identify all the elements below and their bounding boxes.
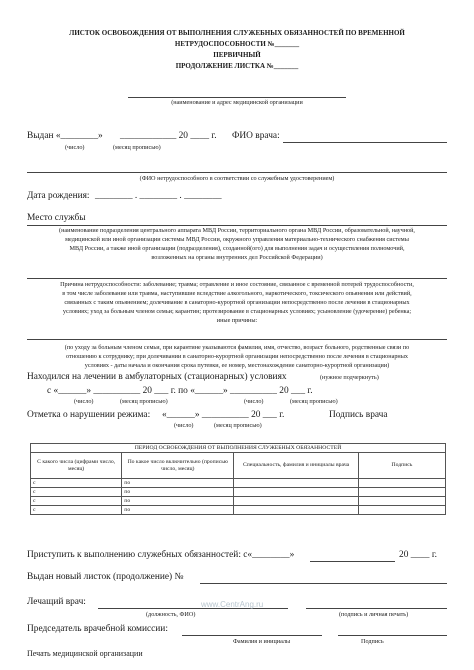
service-desc-4: возложенных на органы внутренних дел Российской Федерации) (151, 254, 323, 261)
org-name-line (128, 97, 346, 98)
resume-month-line (310, 561, 395, 562)
reason-line-1: Причина нетрудоспособности: заболевание; травма; отравление и иное состояние, связанное с временной потерей трудоспособности, (60, 281, 414, 288)
service-desc-3: МВД России, а также иной организации (подразделения), созданной(ого) для выполнения задач и осуществления полномочий, (69, 245, 405, 252)
table-row (31, 488, 446, 497)
row-sign-cell[interactable] (358, 506, 445, 515)
care-line (27, 339, 447, 340)
resume-date: 20 ____ г. (399, 550, 437, 560)
treatment-month-caption-2: (месяц прописью) (290, 398, 338, 405)
org-caption: (наименование и адрес медицинской организации (171, 99, 303, 106)
table-title: ПЕРИОД ОСВОБОЖДЕНИЯ ОТ ВЫПОЛНЕНИЯ СЛУЖЕБНЫХ ОБЯЗАННОСТЕЙ (31, 444, 446, 453)
issued-label: Выдан «________» (27, 131, 103, 141)
treatment-period[interactable]: с «______» __________ 20 ___ г. по «______» __________ 20 ___ г. (47, 386, 313, 396)
chair-name-line (182, 635, 322, 636)
treatment-month-caption-1: (месяц прописью) (120, 398, 168, 405)
treatment-hint: (нужное подчеркнуть) (320, 374, 379, 381)
row-sign-cell[interactable] (358, 497, 445, 506)
treatment-label: Находился на лечении в амбулаторных (стационарных) условиях (27, 372, 287, 382)
patient-caption: (ФИО нетрудоспособного в соответствии со служебным удостоверением) (139, 175, 335, 182)
attending-doctor-caption: (должность, ФИО) (146, 611, 196, 618)
row-to-cell[interactable]: по (122, 479, 234, 488)
table-col-from: С какого числа (цифрами число, месяц) (31, 453, 122, 479)
row-doctor-cell[interactable] (234, 497, 359, 506)
watermark: www.CentrAng.ru (201, 600, 264, 609)
violation-day-caption: (число) (174, 422, 194, 429)
violation-date[interactable]: «______» __________ 20 ___ г. (162, 410, 285, 420)
resume-label: Приступить к выполнению служебных обязанностей: с«________» (27, 550, 295, 560)
table-col-doctor: Специальность, фамилия и инициалы врача (234, 453, 359, 479)
title-line-2: НЕТРУДОСПОСОБНОСТИ №_______ (174, 40, 300, 48)
title-line-4: ПРОДОЛЖЕНИЕ ЛИСТКА №_______ (175, 62, 299, 70)
violation-label: Отметка о нарушении режима: (27, 410, 151, 420)
care-line-3: условиях - даты начала и окончания срока путевки, ее номер, местонахождение санаторно-курортной организации) (84, 362, 390, 369)
row-to-cell[interactable]: по (122, 506, 234, 515)
reason-top-line (27, 278, 447, 279)
row-sign-cell[interactable] (358, 488, 445, 497)
issued-month-caption: (месяц прописью) (113, 144, 161, 151)
stamp-label: Печать медицинской организации (27, 649, 143, 658)
violation-month-caption: (месяц прописью) (214, 422, 262, 429)
row-from-cell[interactable]: с (31, 506, 122, 515)
release-period-table (30, 443, 446, 515)
row-doctor-cell[interactable] (234, 488, 359, 497)
dob-field[interactable]: ________ . ________ . ________ (95, 191, 222, 201)
treatment-day-caption-1: (число) (74, 398, 94, 405)
table-row (31, 497, 446, 506)
table-col-sign: Подпись (358, 453, 445, 479)
row-from-cell[interactable]: с (31, 497, 122, 506)
reason-line-5: иные причины: (216, 317, 258, 324)
doctor-name-label: ФИО врача: (232, 131, 280, 141)
table-row (31, 479, 446, 488)
issued-date: ____________ 20 ____ г. (120, 131, 217, 141)
row-from-cell[interactable]: с (31, 479, 122, 488)
row-to-cell[interactable]: по (122, 488, 234, 497)
service-label: Место службы (27, 213, 86, 223)
chair-label: Председатель врачебной комиссии: (27, 624, 168, 634)
row-doctor-cell[interactable] (234, 506, 359, 515)
reason-line-3: связанных с таким опьянением; долечивание в санаторно-курортной организации непосредственно после лечения в стационарных (64, 299, 410, 306)
table-row (31, 506, 446, 515)
chair-name-caption: Фамилия и инициалы (233, 638, 291, 645)
attending-sign-line (306, 608, 447, 609)
row-from-cell[interactable]: с (31, 488, 122, 497)
chair-sign-caption: Подпись (361, 638, 384, 645)
service-desc-1: (наименование подразделения центрального аппарата МВД России, территориального органа МВД России, образовательной, научной, (59, 227, 415, 234)
title-line-1: ЛИСТОК ОСВОБОЖДЕНИЯ ОТ ВЫПОЛНЕНИЯ СЛУЖЕБНЫХ ОБЯЗАННОСТЕЙ ПО ВРЕМЕННОЙ (69, 29, 405, 37)
chair-sign-line (338, 635, 447, 636)
table-col-to: По какое число включительно (прописью число, месяц) (122, 453, 234, 479)
attending-sign-caption: (подпись и личная печать) (339, 611, 409, 618)
violation-sign-label: Подпись врача (329, 410, 388, 420)
row-to-cell[interactable]: по (122, 497, 234, 506)
new-sheet-line (200, 583, 447, 584)
dob-label: Дата рождения: (27, 191, 90, 201)
issued-day-caption: (число) (65, 144, 85, 151)
reason-line-2: в том числе заболевание или травма, наступившие вследствие алкогольного, наркотического, токсического опьянения или действий, (62, 290, 412, 297)
care-line-2: отношению к сотруднику; при долечивании в санаторно-курортной организации непосредственно после лечения в стационарных (66, 353, 408, 360)
row-sign-cell[interactable] (358, 479, 445, 488)
treatment-day-caption-2: (число) (244, 398, 264, 405)
row-doctor-cell[interactable] (234, 479, 359, 488)
doctor-name-line (283, 142, 447, 143)
reason-line-4: условиях; уход за больным членом семьи; карантин; протезирование в стационарных условиях; усыновление (удочерение) ребенка; (62, 308, 412, 315)
attending-doctor-label: Лечащий врач: (27, 597, 86, 607)
service-line (27, 225, 447, 226)
new-sheet-label: Выдан новый листок (продолжение) № (27, 572, 184, 582)
patient-name-line (27, 172, 447, 173)
title-line-3: ПЕРВИЧНЫЙ (213, 51, 261, 59)
service-desc-2: медицинской или иной организации системы МВД России, окружного управления материально-технического снабжения системы (65, 236, 409, 243)
care-line-1: (по уходу за больным членом семьи, при карантине указываются фамилия, имя, отчество, возраст больного, родственные связи по (64, 344, 410, 351)
